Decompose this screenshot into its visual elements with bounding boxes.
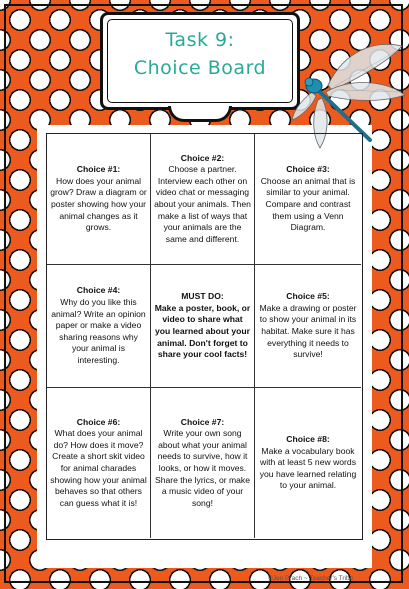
- cell-text: What does your animal do? How does it move? Create a short skit video for animal charades showing how your animal behaves so that others can guess what it is!: [50, 428, 147, 508]
- cell-heading: Choice #6:: [76, 416, 121, 427]
- choice-cell-7: [151, 388, 255, 538]
- cell-text: Make a poster, book, or video to share what you learned about your animal. Don't forget to share your cool facts!: [154, 302, 251, 360]
- choice-cell-4: [47, 265, 151, 388]
- cell-heading: Choice #5:: [286, 291, 330, 302]
- cell-text: Make a drawing or poster to show your animal in its habitat. Make sure it has everything it needs to survive!: [259, 302, 357, 360]
- title-plaque-tab: [168, 106, 232, 122]
- title-plaque: [100, 12, 300, 110]
- cell-text: Make a vocabulary book with at least 5 new words you have learned relating to your animal.: [259, 445, 357, 491]
- cell-heading: Choice #1:: [76, 164, 121, 175]
- title-choice-board: Choice Board: [133, 57, 267, 79]
- choice-cell-6: [47, 388, 151, 538]
- choice-cell-2: [151, 134, 255, 265]
- must-do-cell: [151, 265, 255, 388]
- choice-cell-5: [255, 265, 361, 388]
- cell-heading: Choice #8:: [286, 434, 330, 445]
- cell-text: How does your animal grow? Draw a diagram or poster showing how your animal changes as it grows.: [50, 175, 147, 233]
- cell-heading: Choice #3:: [286, 164, 330, 175]
- cell-text: Write your own song about what your animal needs to survive, how it looks, or how it moves. Share the lyrics, or make a music video of your song!: [154, 428, 251, 508]
- cell-text: Choose a partner. Interview each other on video chat or messaging about your animals. Then make a list of ways that your animals are the same and different.: [154, 164, 251, 244]
- cell-heading: Choice #2:: [180, 152, 225, 163]
- choice-cell-1: [47, 134, 151, 265]
- cell-heading: MUST DO:: [181, 291, 224, 302]
- cell-heading: Choice #4:: [76, 285, 121, 296]
- copyright-credit: ©Jen Prach ~ Teacher's Tribe: [268, 575, 354, 582]
- cell-text: Why do you like this animal? Write an opinion paper or make a video sharing reasons why your animal is interesting.: [51, 297, 146, 365]
- choice-board-grid: [46, 133, 363, 540]
- cell-heading: Choice #7:: [180, 416, 225, 427]
- cell-text: Choose an animal that is similar to your animal. Compare and contrast them using a Venn Diagram.: [260, 175, 356, 233]
- choice-cell-3: [255, 134, 361, 265]
- choice-cell-8: [255, 388, 361, 538]
- title-task: Task 9:: [165, 29, 235, 51]
